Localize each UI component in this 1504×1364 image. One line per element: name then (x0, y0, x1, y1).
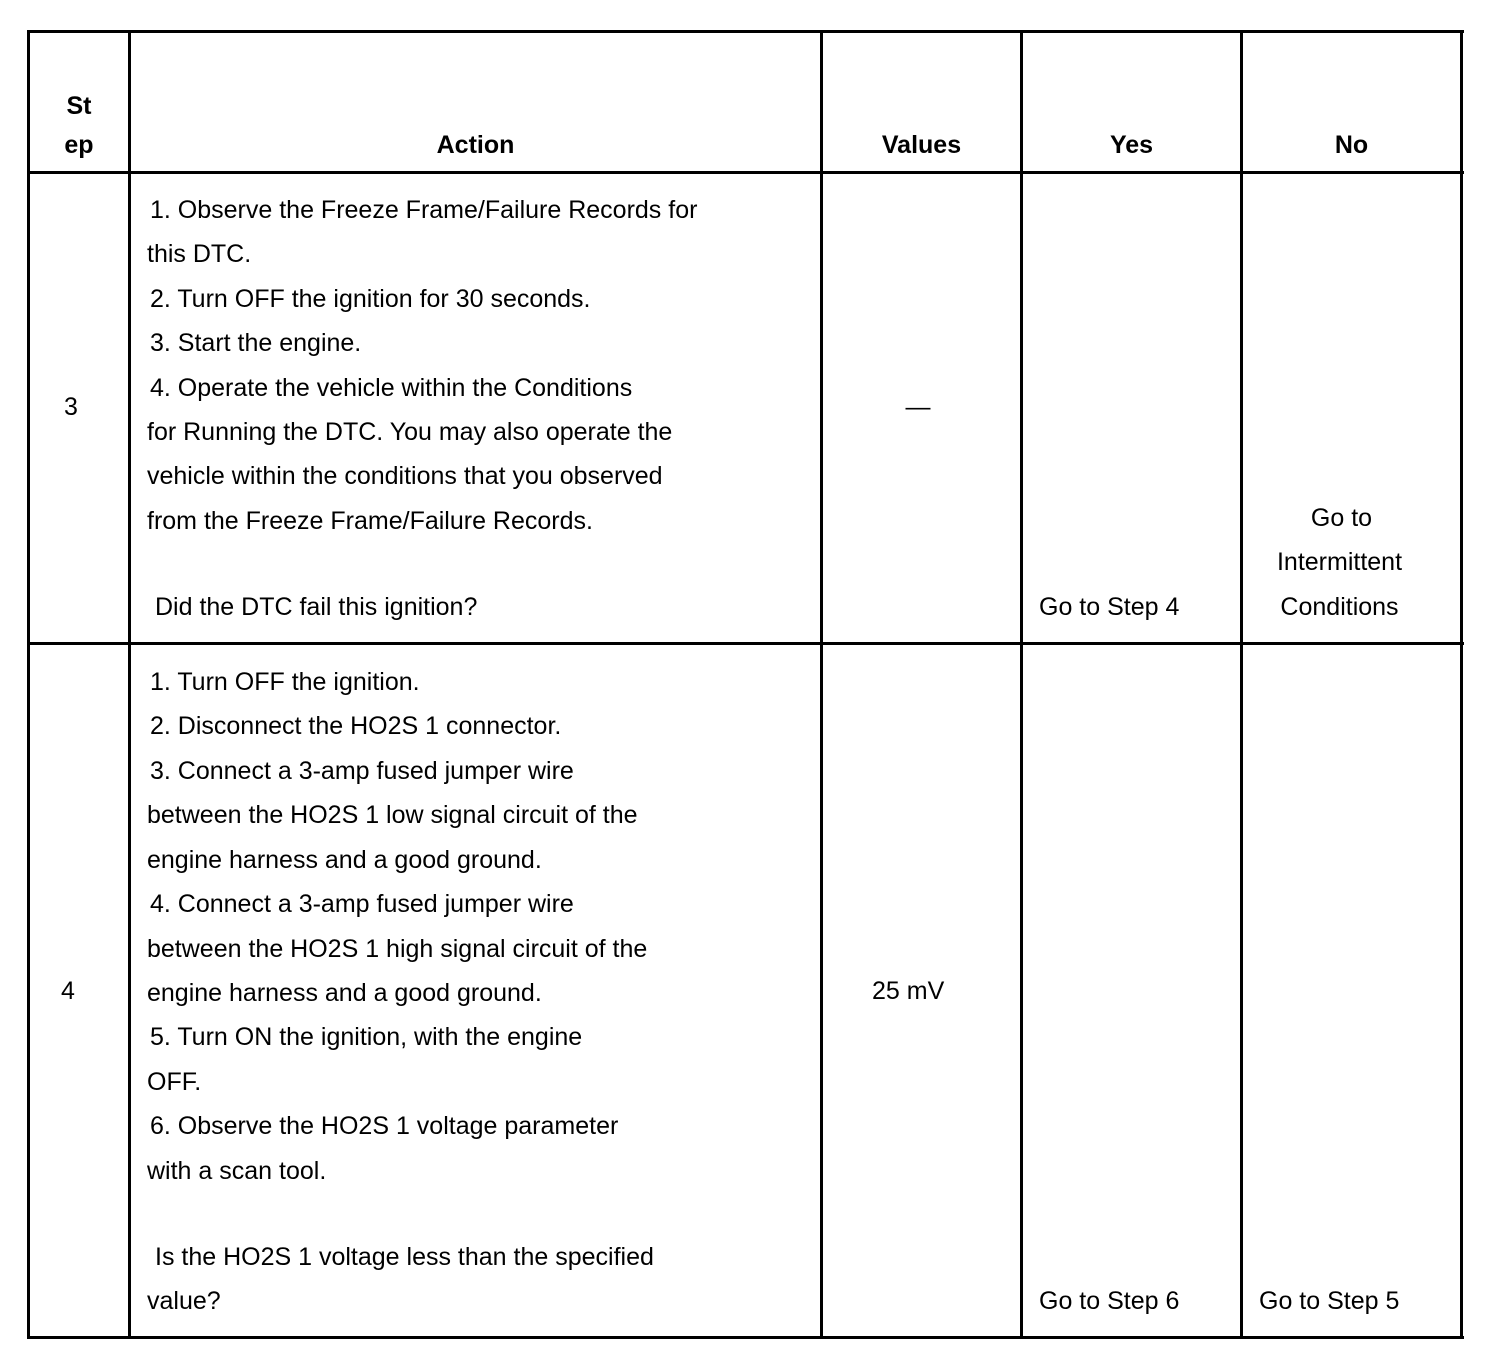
header-step-line2: ep (64, 131, 94, 159)
action-line: vehicle within the conditions that you observed (147, 462, 663, 490)
yes-cell: Go to Step 6 (1039, 1287, 1180, 1315)
table-border-bottom (27, 1336, 1464, 1339)
action-line: 6. Observe the HO2S 1 voltage parameter (150, 1112, 619, 1140)
action-line: between the HO2S 1 low signal circuit of the (147, 801, 638, 829)
step-number: 4 (61, 977, 75, 1005)
no-cell-line: Intermittent (1276, 548, 1403, 576)
header-yes: Yes (1109, 131, 1154, 159)
action-question: Is the HO2S 1 voltage less than the specified (155, 1243, 654, 1271)
action-line: between the HO2S 1 high signal circuit of the (147, 935, 648, 963)
column-divider-no (1240, 30, 1243, 1339)
action-line: 1. Turn OFF the ignition. (150, 668, 420, 696)
yes-cell: Go to Step 4 (1039, 593, 1180, 621)
no-cell: Go to Step 5 (1259, 1287, 1400, 1315)
action-line: this DTC. (147, 240, 252, 268)
header-no: No (1334, 131, 1369, 159)
action-line: 3. Start the engine. (150, 329, 362, 357)
value-cell: — (905, 393, 931, 421)
column-divider-values (820, 30, 823, 1339)
action-line: 2. Turn OFF the ignition for 30 seconds. (150, 285, 591, 313)
action-line: 4. Connect a 3-amp fused jumper wire (150, 890, 574, 918)
action-line: OFF. (147, 1068, 202, 1096)
action-question: Did the DTC fail this ignition? (155, 593, 478, 621)
column-divider-yes (1020, 30, 1023, 1339)
no-cell-line: Go to (1310, 504, 1373, 532)
step-number: 3 (64, 393, 78, 421)
table-border-right (1460, 30, 1463, 1339)
action-line: from the Freeze Frame/Failure Records. (147, 507, 593, 535)
column-divider-action (128, 30, 131, 1339)
action-line: 2. Disconnect the HO2S 1 connector. (150, 712, 562, 740)
action-line: engine harness and a good ground. (147, 846, 542, 874)
no-cell-line: Conditions (1280, 593, 1399, 621)
header-divider (27, 171, 1464, 174)
action-line: 3. Connect a 3-amp fused jumper wire (150, 757, 574, 785)
action-line: 5. Turn ON the ignition, with the engine (150, 1023, 583, 1051)
header-values: Values (881, 131, 962, 159)
action-line: 4. Operate the vehicle within the Conditions (150, 374, 633, 402)
header-action: Action (436, 131, 515, 159)
action-line: for Running the DTC. You may also operate the (147, 418, 673, 446)
action-question: value? (147, 1287, 221, 1315)
header-step-line1: St (66, 92, 92, 120)
table-border-top (27, 30, 1464, 33)
action-line: 1. Observe the Freeze Frame/Failure Records for (150, 196, 698, 224)
row-divider (27, 642, 1464, 645)
value-cell: 25 mV (872, 977, 945, 1005)
table-border-left (27, 30, 30, 1339)
action-line: with a scan tool. (147, 1157, 327, 1185)
action-line: engine harness and a good ground. (147, 979, 542, 1007)
